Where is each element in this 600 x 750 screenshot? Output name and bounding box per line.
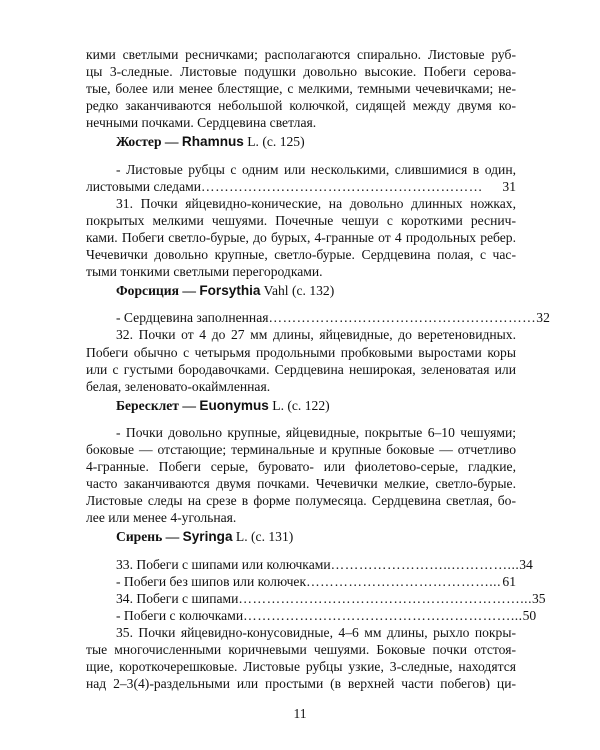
genus-name-lat: Syringa — [182, 529, 233, 545]
key-lead-34-alt — [86, 607, 537, 624]
genus-name-lat: Euonymus — [199, 397, 269, 413]
lead-text: 34. Побеги с шипами — [116, 590, 239, 606]
lead-text: - Побеги с колючками — [116, 607, 244, 623]
genus-name-ru: Бересклет — — [116, 397, 200, 413]
paragraph-continued — [86, 46, 516, 131]
text-line: часто заканчиваются двумя почками. Чечевички мелкие, светло-бурые. — [86, 476, 516, 492]
leader-dots: ……………………..…………... — [330, 556, 520, 572]
leader-dots: …………………………………………………... — [243, 607, 523, 623]
leader-dots: …………………………………... — [306, 573, 501, 589]
paragraph-32-alt — [86, 424, 516, 527]
genus-ref: L. (с. 125) — [243, 134, 305, 150]
text-line: 32. Почки от 4 до 27 мм длины, яйцевидные, до веретеновидных. — [116, 327, 516, 343]
genus-name-ru: Сирень — — [116, 529, 183, 545]
lead-text: - Сердцевина заполненная — [116, 310, 269, 326]
text-line: цы 3-следные. Листовые подушки довольно высокие. Побеги серова- — [86, 64, 516, 80]
text-line: Листовые следы на срезе в форме полумесяца. Сердцевина светлая, бо- — [86, 493, 516, 509]
genus-ref: Vahl (с. 132) — [260, 283, 335, 299]
text-line: 35. Почки яйцевидно-конусовидные, 4–6 мм длины, рыхло покры- — [116, 624, 516, 640]
genus-name-lat: Forsythia — [199, 283, 261, 299]
key-lead-34 — [86, 590, 546, 607]
genus-euonymus — [86, 397, 516, 414]
text-line: кими светлыми ресничками; располагаются спирально. Листовые руб- — [86, 47, 516, 62]
genus-ref: L. (с. 131) — [232, 529, 294, 545]
text-line: над 2–3(4)-раздельными или простыми (в верхней части побегов) ци- — [86, 676, 516, 692]
leader-dots: …………………………………………………… — [200, 178, 483, 194]
page-body — [86, 46, 550, 692]
text-line: боковые — отстающие; терминальные и крупные боковые — отчетливо — [86, 441, 516, 457]
lead-target: 50 — [522, 607, 537, 623]
text-line: 4-гранные. Побеги серые, буровато- или фиолетово-серые, гладкие, — [86, 459, 516, 475]
key-lead-33-alt — [86, 573, 516, 590]
text-line: редко заканчиваются небольшой колючкой, сидящей между двумя ко- — [86, 98, 516, 114]
genus-rhamnus — [86, 133, 516, 150]
text-line: щие, короткочерешковые. Листовые рубцы узкие, 3-следные, находятся — [86, 659, 516, 675]
genus-name-ru: Жостер — — [116, 134, 182, 150]
text-line: покрытых мелкими чешуями. Почечные чешуи с короткими реснич- — [86, 212, 516, 228]
text-line: Побеги обычно с четырьмя продольными пробковыми выростами коры — [86, 344, 516, 360]
paragraph-31 — [86, 195, 516, 280]
paragraph-35 — [86, 624, 516, 692]
text-line: белая, зеленовато-окаймленная. — [86, 378, 271, 394]
text-line: ками. Побеги светло-бурые, до бурых, 4-гранные от 4 продольных ребер. — [86, 229, 516, 245]
genus-ref: L. (с. 122) — [268, 397, 330, 413]
lead-target: 34 — [519, 556, 533, 572]
lead-target: 32 — [536, 310, 550, 326]
text-line: - Почки довольно крупные, яйцевидные, покрытые 6–10 чешуями; — [116, 424, 516, 440]
text-line: тые многочисленными коричневыми чешуями. Боковые почки отстоя- — [86, 642, 516, 657]
text-line: нечными почками. Сердцевина светлая. — [86, 115, 317, 131]
lead-target: 35 — [531, 590, 546, 606]
text-line: тыми тонкими светлыми перегородками. — [86, 264, 323, 280]
key-lead-32 — [86, 309, 550, 326]
text-line: лее или менее 4-угольная. — [86, 510, 237, 526]
lead-text: 33. Побеги с шипами или колючками — [116, 556, 331, 572]
text-line: тые, более или менее блестящие, с мелкими, темными чечевичками; не- — [86, 81, 516, 97]
text-line: - Листовые рубцы с одним или несколькими, слившимися в один, — [116, 161, 516, 177]
genus-name-lat: Rhamnus — [181, 134, 244, 150]
lead-text: - Побеги без шипов или колючек — [116, 573, 307, 589]
page-number: 11 — [293, 706, 307, 721]
paragraph-32 — [86, 326, 516, 394]
text-line: Чечевички довольно крупные, светло-бурые. Сердцевина полая, с час- — [86, 247, 516, 263]
genus-syringa — [86, 528, 516, 545]
genus-name-ru: Форсиция — — [116, 283, 200, 299]
leader-dots: ……………………………………………………... — [238, 590, 532, 606]
text-line: 31. Почки яйцевидно-конические, на довольно длинных ножках, — [116, 195, 516, 211]
lead-target: 31 — [502, 178, 516, 194]
lead-text: листовыми следами — [86, 178, 201, 194]
lead-target: 61 — [502, 573, 516, 589]
text-line: или с густыми бородавочками. Сердцевина неширокая, зеленоватая или — [86, 361, 516, 377]
leader-dots: ………………………………………………… — [268, 310, 537, 326]
key-lead-33 — [86, 556, 533, 573]
genus-forsythia — [86, 282, 516, 299]
key-lead-31 — [86, 178, 516, 195]
